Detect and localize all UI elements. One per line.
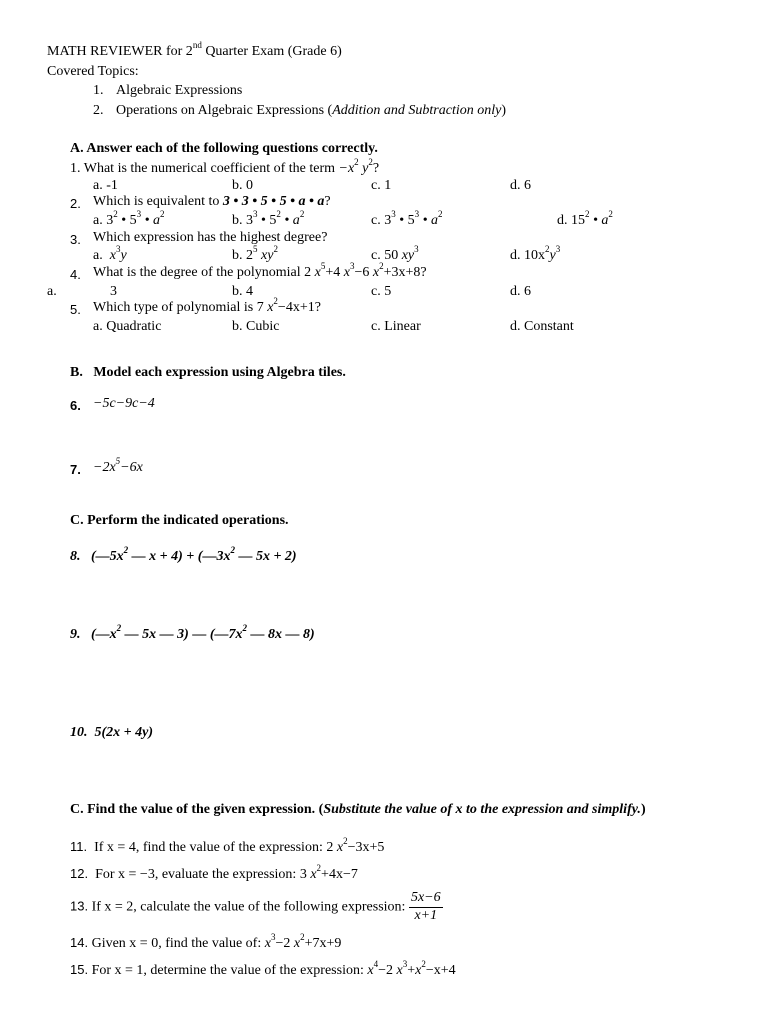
question-3: Which expression has the highest degree? (93, 230, 328, 245)
question-number: 3. (70, 232, 81, 247)
question-number: 4. (70, 267, 81, 282)
item-number: 6. (70, 398, 81, 413)
section-c-heading: C. Perform the indicated operations. (70, 513, 289, 528)
expression-6: −5c−9c−4 (93, 396, 155, 411)
choice-a-label: a. (47, 284, 57, 299)
question-1: 1. What is the numerical coefficient of the term $-x^2$ $y^2$? (70, 157, 380, 176)
choice-b: b. Cubic (232, 319, 280, 334)
choice-b: b. 0 (232, 178, 253, 193)
choice-c: c. 50 $xy^3$ (371, 244, 419, 263)
topic-item: Algebraic Expressions (116, 83, 243, 98)
choice-d: d. 6 (510, 178, 531, 193)
item-11: 11. If x = 4, find the value of the expression: 2 $x^2-3x+5$ (70, 836, 385, 855)
choice-a: a. -1 (93, 178, 118, 193)
topic-number: 1. (93, 83, 104, 98)
choice-d: d. $15^2$ • $a^2$ (557, 209, 613, 228)
item-14: 14. Given x = 0, find the value of: $x^3-2$ $x^2+7x+9$ (70, 932, 342, 951)
section-b-heading: B. Model each expression using Algebra tiles. (70, 365, 346, 380)
choice-a: a. $x^3y$ (93, 244, 127, 263)
question-5: Which type of polynomial is 7 $x^2-4x+1$? (93, 296, 321, 315)
choice-b: b. $3^3$ • $5^2$ • $a^2$ (232, 209, 305, 228)
item-15: 15. For x = 1, determine the value of the expression: $x^4-2$ $x^3+x^2-x+4$ (70, 959, 456, 978)
section-a-heading: A. Answer each of the following questions correctly. (70, 141, 378, 156)
fraction: $\frac{5x-6}{x+1}$ (410, 890, 441, 923)
choice-c: c. 5 (371, 284, 392, 299)
choice-a: a. Quadratic (93, 319, 162, 334)
question-number: 2. (70, 196, 81, 211)
item-10: 10. 5(2x + 4y) (70, 725, 154, 740)
item-9: 9. ($—x^2$ — 5x — 3) — ($—7x^2$ — 8x — 8) (70, 623, 315, 642)
page-title: MATH REVIEWER for 2nd Quarter Exam (Grade 6) (47, 40, 342, 59)
choice-d: d. 6 (510, 284, 531, 299)
choice-d: d. $10x^2y^3$ (510, 244, 561, 263)
choice-a: 3 (110, 284, 117, 299)
choice-a: a. $3^2$ • $5^3$ • $a^2$ (93, 209, 165, 228)
item-13: 13. If x = 2, calculate the value of the following expression: $\frac{5x-6}{x+1}$ (70, 890, 441, 923)
topic-item: Operations on Algebraic Expressions (Addition and Subtraction only) (116, 103, 507, 118)
question-number: 5. (70, 302, 81, 317)
item-12: 12. For x = −3, evaluate the expression: 3 $x^2+4x-7$ (70, 863, 358, 882)
item-number: 7. (70, 462, 81, 477)
expression-7: $-2x^5-6x$ (93, 456, 143, 475)
choice-c: c. $3^3$ • $5^3$ • $a^2$ (371, 209, 443, 228)
section-d-heading: C. Find the value of the given expression. (Substitute the value of x to the expression and simplify.) (70, 802, 646, 817)
choice-d: d. Constant (510, 319, 574, 334)
topic-number: 2. (93, 103, 104, 118)
choice-b: b. 4 (232, 284, 253, 299)
item-8: 8. ($—5x^2$ — $x + 4) + (—3x^2$ — 5x + 2) (70, 545, 297, 564)
covered-topics-label: Covered Topics: (47, 64, 139, 79)
choice-c: c. 1 (371, 178, 392, 193)
question-4: What is the degree of the polynomial 2 $x^5+4$ $x^3-6$ $x^2+3x+8$? (93, 261, 427, 280)
choice-c: c. Linear (371, 319, 421, 334)
choice-b: b. $2^5$ $xy^2$ (232, 244, 278, 263)
question-2: Which is equivalent to 3 • 3 • 5 • 5 • a • a? (93, 194, 331, 209)
